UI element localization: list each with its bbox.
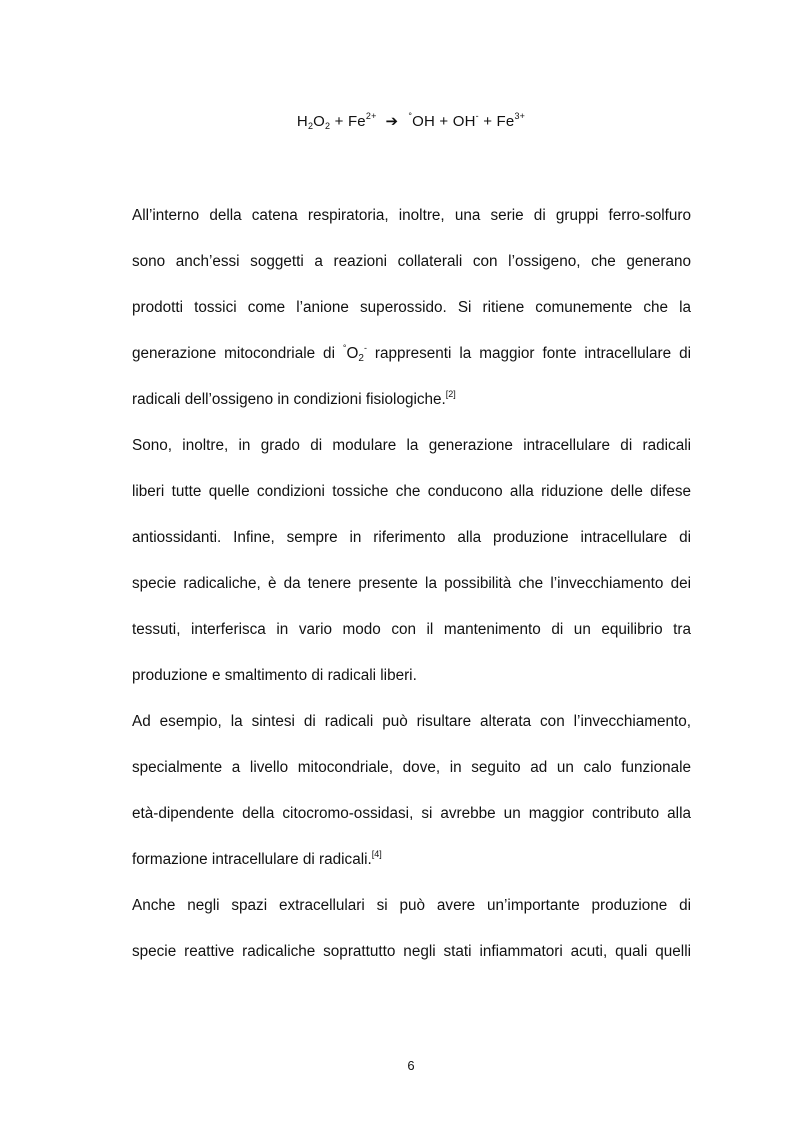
eq-radical-mark: ° — [408, 111, 413, 121]
superoxide-charge: - — [363, 343, 367, 353]
superoxide-subscript: 2 — [358, 353, 364, 364]
body-text-line — [132, 344, 691, 364]
eq-oh-charge: - — [475, 111, 479, 121]
body-text-line: specialmente a livello mitocondriale, dove, in seguito ad un calo funzionale — [132, 759, 691, 776]
body-text-line: antiossidanti. Infine, sempre in riferimento alla produzione intracellulare di — [132, 529, 691, 546]
superoxide-symbol: O — [346, 345, 359, 362]
body-text-line: Anche negli spazi extracellulari si può avere un’importante produzione di — [132, 897, 691, 914]
body-text-line: produzione e smaltimento di radicali liberi. — [132, 667, 417, 684]
body-text-segment: rappresenti la maggior fonte intracellulare di — [366, 345, 691, 362]
body-text-line: specie radicaliche, è da tenere presente la possibilità che l’invecchiamento dei — [132, 575, 691, 592]
body-text-segment: formazione intracellulare di radicali. — [132, 851, 372, 868]
body-text-line: Ad esempio, la sintesi di radicali può risultare alterata con l’invecchiamento, — [132, 713, 691, 730]
eq-fe2-charge: 2+ — [365, 111, 377, 121]
body-text-line: specie reattive radicaliche soprattutto negli stati infiammatori acuti, quali quelli — [132, 943, 691, 960]
body-text-line: sono anch’essi soggetti a reazioni collaterali con l’ossigeno, che generano — [132, 253, 691, 270]
body-text-line: tessuti, interferisca in vario modo con il mantenimento di un equilibrio tra — [132, 621, 691, 638]
body-text-line — [132, 850, 691, 870]
radical-mark: ° — [342, 343, 347, 353]
body-text-line: liberi tutte quelle condizioni tossiche che conducono alla riduzione delle difese — [132, 483, 691, 500]
eq-plus-fe-product: + Fe — [478, 113, 515, 130]
body-text-line — [132, 390, 691, 410]
body-text-line: Sono, inoltre, in grado di modulare la generazione intracellulare di radicali — [132, 437, 691, 454]
eq-h: H — [296, 113, 308, 130]
eq-h-subscript: 2 — [307, 121, 314, 131]
fenton-reaction-equation — [0, 112, 793, 130]
body-text-segment: generazione mitocondriale di — [132, 345, 343, 362]
body-text-line: prodotti tossici come l’anione superossido. Si ritiene comunemente che la — [132, 299, 691, 316]
body-text-line: All’interno della catena respiratoria, inoltre, una serie di gruppi ferro-solfuro — [132, 207, 691, 224]
body-text-line: età-dipendente della citocromo-ossidasi, si avrebbe un maggior contributo alla — [132, 805, 691, 822]
eq-o: O — [313, 113, 326, 130]
citation-ref: [4] — [371, 849, 382, 859]
citation-ref: [2] — [445, 389, 456, 399]
eq-o-subscript: 2 — [325, 121, 331, 131]
eq-plus-fe: + Fe — [330, 113, 366, 130]
eq-fe3-charge: 3+ — [514, 111, 526, 121]
page-number: 6 — [407, 1058, 415, 1073]
reaction-arrow-icon: ➔ — [385, 113, 399, 130]
eq-oh-products: OH + OH — [412, 113, 476, 130]
body-text-segment: radicali dell’ossigeno in condizioni fisiologiche. — [132, 391, 446, 408]
